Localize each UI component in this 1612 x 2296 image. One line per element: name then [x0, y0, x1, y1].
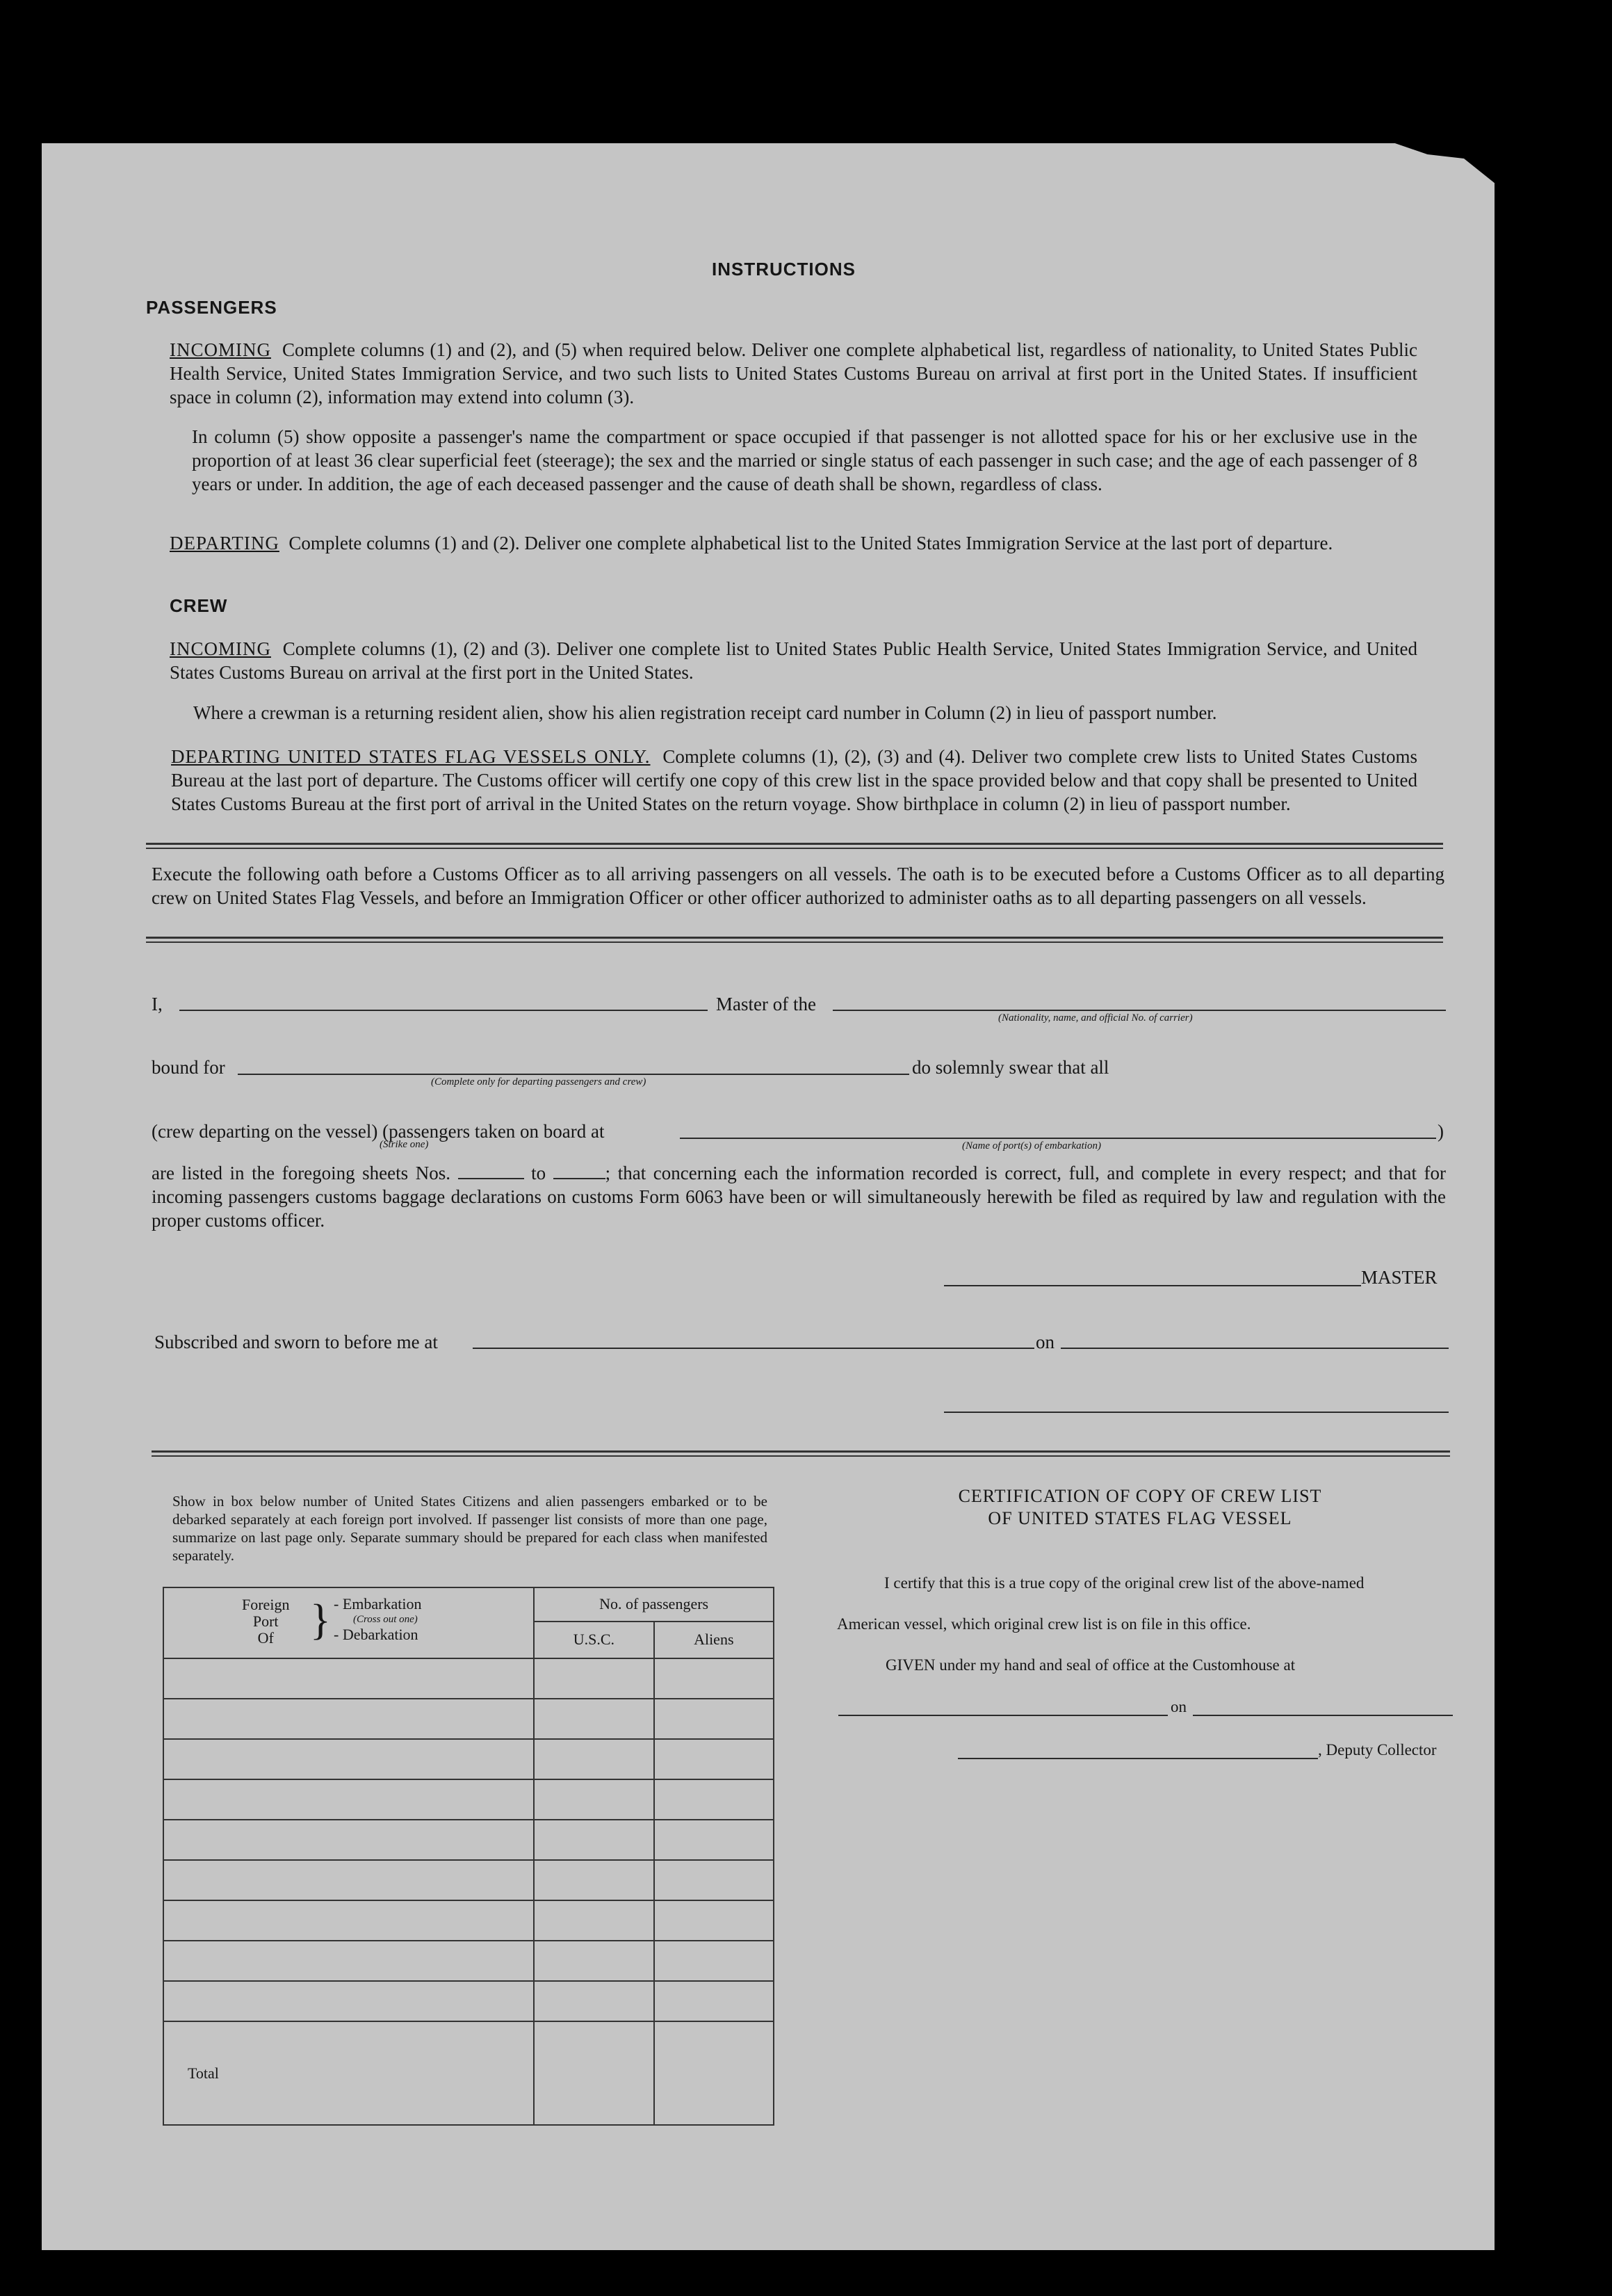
usc-cell[interactable]: [534, 1699, 653, 1739]
bound-for-note: (Complete only for departing passengers and crew): [431, 1076, 646, 1088]
port-cell[interactable]: [163, 1820, 534, 1860]
section-divider: [146, 843, 1443, 849]
usc-cell[interactable]: [534, 1739, 653, 1779]
crew-incoming-text: Complete columns (1), (2) and (3). Deliver one complete list to United States Public Health Service, United States Immigration Service, and United States Customs Bureau on arrival at the first port in the United States.: [170, 638, 1417, 683]
nationality-note: (Nationality, name, and official No. of carrier): [998, 1012, 1193, 1024]
aliens-cell[interactable]: [654, 1900, 774, 1941]
sworn-on-label: on: [1036, 1332, 1055, 1352]
foreign-port-label: [242, 1596, 289, 1647]
deputy-collector-label: , Deputy Collector: [1318, 1741, 1437, 1759]
oath-divider: [146, 937, 1443, 943]
total-aliens-cell[interactable]: [654, 2021, 774, 2125]
passengers-incoming-keyword: INCOMING: [170, 339, 271, 360]
column5-paragraph: In column (5) show opposite a passenger's name the compartment or space occupied if that passenger is not allotted space for his or her exclusive use in the proportion of at least 36 clear superficial feet (steerage); the sex and the married or single status of each passenger in such case; and the age of each passenger of 8 years or under. In addition, the age of each deceased passenger and the cause of death shall be shown, regardless of class.: [192, 426, 1417, 494]
port-cell[interactable]: [163, 1981, 534, 2021]
listed-text-a: are listed in the foregoing sheets Nos.: [152, 1163, 450, 1183]
bound-for-label: bound for: [152, 1057, 225, 1078]
aliens-cell[interactable]: [654, 1820, 774, 1860]
solemnly-swear-text: do solemnly swear that all: [912, 1057, 1109, 1078]
certification-date-field[interactable]: [1193, 1715, 1453, 1716]
flag-vessels-text: Complete columns (1), (2), (3) and (4). Deliver two complete crew lists to United States Customs Bureau at the last port of departure. The Customs officer will certify one copy of this crew list in the space provided below and that copy shall be presented to United States Customs Bureau at the first port of arrival in the United States on the return voyage. Show birthplace in column (2) in lieu of passport number.: [171, 746, 1417, 814]
foreign-label: Foreign: [242, 1596, 290, 1613]
lower-divider: [152, 1450, 1450, 1457]
passengers-incoming-paragraph: [170, 338, 1417, 409]
deputy-signature-field[interactable]: [958, 1758, 1318, 1759]
subscribed-label: Subscribed and sworn to before me at: [154, 1332, 438, 1352]
embarkation-label: - Embarkation: [334, 1595, 422, 1612]
passengers-incoming-text: Complete columns (1) and (2), and (5) when required below. Deliver one complete alphabetical list, regardless of nationality, to United States Public Health Service, United States Immigration Service, and two such lists to United States Customs Bureau on arrival at first port in the United States. If insufficient space in column (2), information may extend into column (3).: [170, 339, 1417, 407]
port-cell[interactable]: [163, 1941, 534, 1981]
aliens-cell[interactable]: [654, 1981, 774, 2021]
given-text: GIVEN under my hand and seal of office at the Customhouse at: [886, 1656, 1296, 1674]
oath-i: I,: [152, 994, 163, 1014]
aliens-cell[interactable]: [654, 1699, 774, 1739]
no-passengers-header: No. of passengers: [534, 1587, 774, 1622]
passengers-departing-paragraph: [170, 531, 1417, 555]
embark-debark-labels: [334, 1596, 421, 1642]
usc-header: U.S.C.: [534, 1622, 653, 1658]
port-cell[interactable]: [163, 1779, 534, 1820]
cross-out-note: (Cross out one): [353, 1614, 418, 1625]
flag-vessels-paragraph: [171, 745, 1417, 816]
total-usc-cell[interactable]: [534, 2021, 653, 2125]
port-cell[interactable]: [163, 1658, 534, 1699]
port-cell[interactable]: [163, 1739, 534, 1779]
sworn-place-field[interactable]: [473, 1348, 1034, 1349]
aliens-cell[interactable]: [654, 1779, 774, 1820]
crew-incoming-paragraph: [170, 637, 1417, 684]
crew-departing-text: (crew departing on the vessel) (passengers taken on board at: [152, 1121, 605, 1142]
usc-cell[interactable]: [534, 1658, 653, 1699]
crew-incoming-keyword: INCOMING: [170, 638, 271, 659]
passengers-label: PASSENGERS: [146, 297, 277, 318]
certification-title-line1: CERTIFICATION OF COPY OF CREW LIST: [958, 1486, 1322, 1506]
carrier-field[interactable]: [833, 1010, 1446, 1011]
usc-cell[interactable]: [534, 1779, 653, 1820]
sheet-from-field[interactable]: [458, 1178, 524, 1179]
sworn-date-field[interactable]: [1061, 1348, 1449, 1349]
usc-cell[interactable]: [534, 1900, 653, 1941]
aliens-cell[interactable]: [654, 1658, 774, 1699]
of-label: Of: [257, 1629, 274, 1647]
strike-one-note: (Strike one): [380, 1139, 429, 1150]
port-cell[interactable]: [163, 1860, 534, 1900]
port-cell[interactable]: [163, 1699, 534, 1739]
bound-for-field[interactable]: [238, 1074, 909, 1075]
usc-cell[interactable]: [534, 1981, 653, 2021]
listed-to: to: [531, 1163, 546, 1183]
usc-cell[interactable]: [534, 1820, 653, 1860]
certify-text-2: American vessel, which original crew list is on file in this office.: [837, 1615, 1251, 1633]
instructions-heading: INSTRUCTIONS: [712, 259, 856, 280]
port-cell[interactable]: [163, 1900, 534, 1941]
aliens-cell[interactable]: [654, 1860, 774, 1900]
passengers-departing-keyword: DEPARTING: [170, 533, 279, 553]
total-label: Total: [163, 2021, 534, 2125]
aliens-cell[interactable]: [654, 1941, 774, 1981]
master-of-label: Master of the: [716, 994, 816, 1014]
oath-intro: Execute the following oath before a Customs Officer as to all arriving passengers on all vessels. The oath is to be executed before a Customs Officer as to all departing crew on United States Flag Vessels, and before an Immigration Officer or other officer authorized to administer oaths as to all departing passengers on all vessels.: [152, 864, 1444, 908]
close-paren: ): [1438, 1121, 1444, 1142]
certification-title: [834, 1485, 1446, 1530]
passenger-summary-table: [163, 1587, 774, 2126]
brace-icon: }: [310, 1596, 331, 1644]
summary-intro: Show in box below number of United States Citizens and alien passengers embarked or to be debarked separately at each foreign port involved. If passenger list consists of more than one page, summarize on last page only. Separate summary should be prepared for each class when manifested separately.: [172, 1493, 767, 1564]
aliens-cell[interactable]: [654, 1739, 774, 1779]
master-signature-field[interactable]: [944, 1285, 1361, 1286]
port-label: Port: [252, 1612, 279, 1630]
resident-alien-paragraph: Where a crewman is a returning resident alien, show his alien registration receipt card number in Column (2) in lieu of passport number.: [193, 702, 1217, 723]
flag-vessels-keyword: DEPARTING UNITED STATES FLAG VESSELS ONLY.: [171, 746, 651, 767]
passengers-departing-text: Complete columns (1) and (2). Deliver one complete alphabetical list to the United States Immigration Service at the last port of departure.: [288, 533, 1333, 553]
usc-cell[interactable]: [534, 1860, 653, 1900]
certification-title-line2: OF UNITED STATES FLAG VESSEL: [988, 1508, 1292, 1528]
certify-text: I certify that this is a true copy of the original crew list of the above-named: [884, 1574, 1365, 1592]
usc-cell[interactable]: [534, 1941, 653, 1981]
customhouse-field[interactable]: [838, 1715, 1168, 1716]
officer-signature-field[interactable]: [944, 1412, 1449, 1413]
sheet-to-field[interactable]: [553, 1178, 605, 1179]
crew-label: CREW: [170, 595, 228, 616]
listed-paragraph: [152, 1161, 1446, 1232]
listed-text-b: ; that concerning each the information recorded is correct, full, and complete in every respect; and that for incoming passengers customs baggage declarations on customs Form 6063 have been or will simultaneously herewith be filed as required by law and regulation with the proper customs officer.: [152, 1163, 1447, 1231]
port-header-cell: [163, 1587, 534, 1658]
embarkation-ports-field[interactable]: [680, 1138, 1436, 1139]
master-label: MASTER: [1361, 1267, 1438, 1288]
ports-note: (Name of port(s) of embarkation): [962, 1140, 1101, 1151]
debarkation-label: - Debarkation: [334, 1626, 418, 1643]
master-name-field[interactable]: [179, 1010, 708, 1011]
aliens-header: Aliens: [654, 1622, 774, 1658]
certification-on-label: on: [1171, 1698, 1187, 1715]
